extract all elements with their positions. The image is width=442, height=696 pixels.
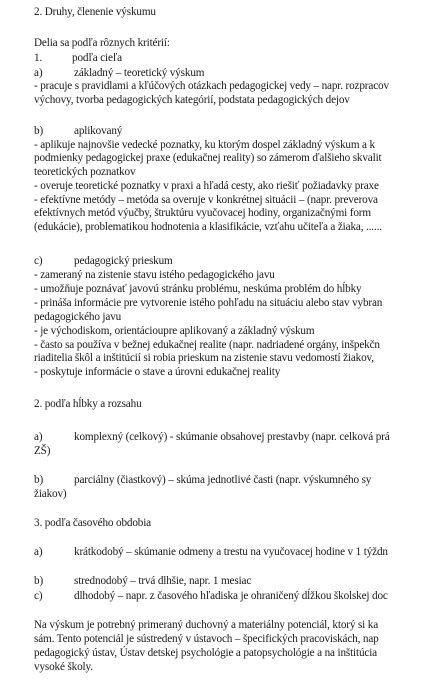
criterion-1-number: 1. [34,52,43,64]
item-3b-text: strednodobý – trvá dlhšie, napr. 1 mesiac [74,575,252,587]
item-1c-line: - umožňuje poznávať javovú stránku problému, neskúma problém do hĺbky [34,283,362,295]
item-1c-heading [34,255,173,268]
item-3a-label: a) [34,546,43,558]
item-1a-label: a) [34,67,43,79]
item-1c-line: riaditelia škôl a inštitúcií si robia prieskum na zistenie stavu vedomostí žiakov, [34,352,374,364]
closing-line: Na výskum je potrebný primeraný duchovný a materiálny potenciál, ktorý si ka [34,619,379,631]
item-2b [34,474,371,487]
item-2a-label: a) [34,431,43,443]
closing-line: pedagogický ústav, Ústav detskej psychológie a patopsychológie a na inštitúcia [34,647,378,659]
item-1c-line: - často sa používa v bežnej edukačnej realite (napr. nadriadené orgány, inšpekčn [34,339,380,351]
item-3a [34,546,388,559]
item-2a [34,431,390,444]
item-1c-line: - prináša informácie pre vytvorenie istého pohľadu na situáciu alebo stav vybran [34,297,383,309]
item-1b-line: (edukácie), problematikou hodnotenia a klasifikácie, vzťahu učiteľa a žiaka, ...... [34,221,382,233]
item-3b [34,575,251,588]
criterion-2-heading: 2. podľa hĺbky a rozsahu [34,398,142,410]
item-1c-line: - zameraný na zistenie stavu istého pedagogického javu [34,269,275,281]
item-1c-line: - je východiskom, orientácioupre aplikovaný a základný výskum [34,325,315,337]
item-2a-line: ZŠ) [34,445,51,457]
section-heading: 2. Druhy, členenie výskumu [34,6,156,18]
item-1a-heading [34,67,204,80]
item-1a-line: výchovy, tvorba pedagogických kategórií, podstata pedagogických dejov [34,94,350,106]
item-2b-label: b) [34,474,44,486]
intro-text: Delia sa podľa rôznych kritérií: [34,37,170,49]
item-1b-line: teoretických poznatkov [34,166,136,178]
item-1b-label: b) [34,125,44,137]
item-1b-line: - aplikuje najnovšie vedecké poznatky, ku ktorým dospel základný výskum a k [34,139,375,151]
criterion-3-heading: 3. podľa časového obdobia [34,517,151,529]
criterion-1-title: podľa cieľa [72,52,122,64]
item-1b-title: aplikovaný [74,125,123,137]
item-2b-text: parciálny (čiastkový) – skúma jednotlivé časti (napr. výskumného sy [74,474,372,486]
item-1c-line: pedagogického javu [34,311,122,323]
item-1c-line: - poskytuje informácie o stave a úrovni edukačnej reality [34,366,281,378]
item-2b-line: žiakov) [34,488,67,500]
closing-line: vysoké školy. [34,661,93,673]
item-3a-text: krátkodobý – skúmanie odmeny a trestu na vyučovacej hodine v 1 týždn [74,546,388,558]
item-3c-label: c) [34,590,43,602]
item-1a-title: základný – teoretický výskum [74,67,205,79]
item-3c [34,590,388,603]
item-1c-label: c) [34,255,43,267]
item-1a-line: - pracuje s pravidlami a kľúčových otázkach pedagogickej vedy – napr. rozpracov [34,80,389,92]
item-2a-text: komplexný (celkový) - skúmanie obsahovej prestavby (napr. celková prá [74,431,390,443]
item-1c-title: pedagogický prieskum [74,255,173,267]
item-1b-line: - efektívne metódy – metóda sa overuje v konkrétnej situácii – (napr. preverova [34,194,378,206]
item-1b-heading [34,125,122,138]
item-1b-line: - overuje teoretické poznatky v praxi a hľadá cesty, ako riešiť požiadavky praxe [34,180,379,192]
item-1b-line: podmienky pedagogickej praxe (edukačnej reality) so zámerom ďalšieho skvalit [34,152,382,164]
item-1b-line: efektívnych metód výučby, štruktúru vyučovacej hodiny, organizačnými form [34,207,371,219]
item-3c-text: dlhodobý – napr. z časového hľadiska je ohraničený dĺžkou školskej doc [74,590,388,602]
item-3b-label: b) [34,575,44,587]
closing-line: sám. Tento potenciál je sústredený v ústavoch – špecifických pracoviskách, nap [34,633,379,645]
criterion-1-heading [34,52,122,65]
